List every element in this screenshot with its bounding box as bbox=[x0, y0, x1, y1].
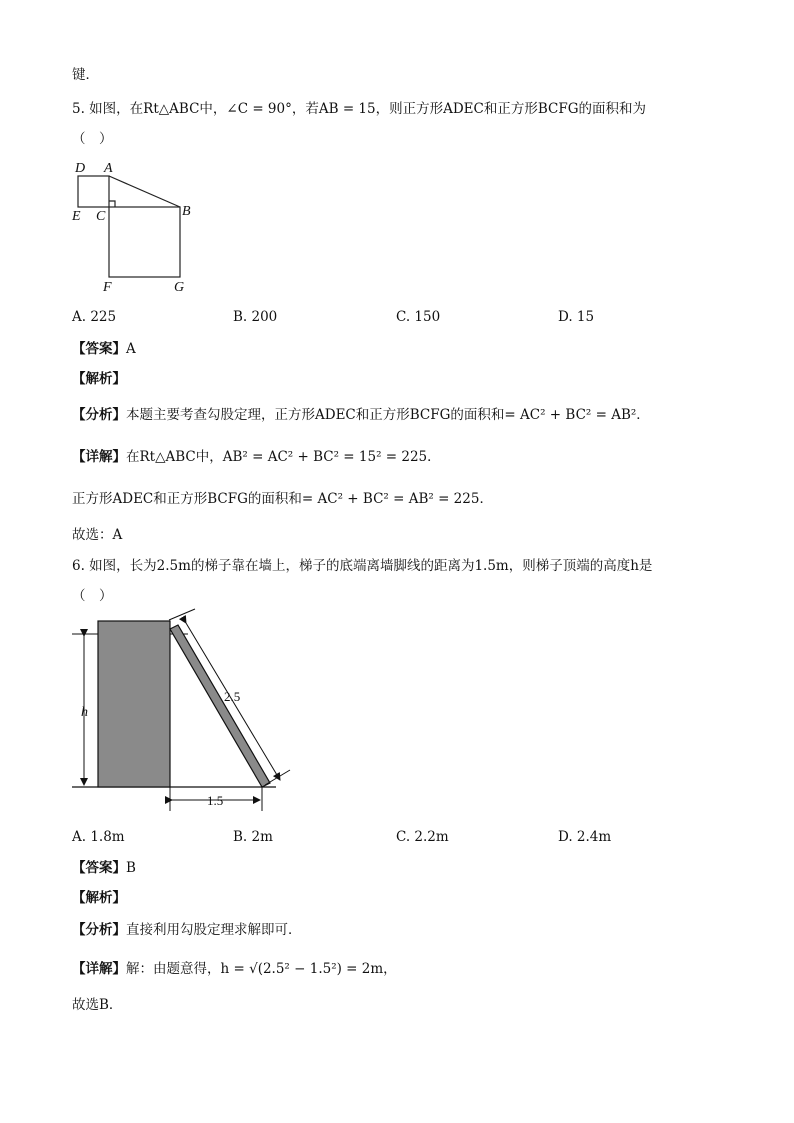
q6-jiexi-heading: 【解析】 bbox=[72, 890, 126, 906]
square-adec bbox=[78, 176, 109, 207]
fenxi-text: 本题主要考查勾股定理，正方形ADEC和正方形BCFG的面积和= AC² + BC² = AB²． bbox=[126, 407, 650, 423]
previous-question-fragment: 键． bbox=[72, 67, 99, 83]
q6-xiangjie bbox=[72, 960, 397, 978]
q5-xiangjie bbox=[72, 448, 441, 466]
xiangjie-text: 在Rt△ABC中，AB² = AC² + BC² = 15² = 225． bbox=[126, 449, 441, 465]
q5-answer bbox=[72, 340, 136, 358]
q5-figure bbox=[68, 158, 198, 298]
xiangjie-text: 解：由题意得，h = √(2.5² − 1.5²) = 2m， bbox=[126, 961, 397, 977]
q6-fenxi bbox=[72, 921, 302, 939]
q5-jiexi-heading: 【解析】 bbox=[72, 371, 126, 387]
label-b: B bbox=[182, 204, 191, 219]
fenxi-text: 直接利用勾股定理求解即可． bbox=[126, 922, 302, 938]
label-h: h bbox=[81, 705, 88, 720]
right-angle-mark bbox=[109, 201, 115, 207]
q6-stem: 6. 如图，长为2.5m的梯子靠在墙上，梯子的底端离墙脚线的距离为1.5m，则梯子顶端的高度h是 bbox=[72, 558, 653, 574]
fenxi-tag: 【分析】 bbox=[72, 407, 126, 423]
q5-conclusion: 正方形ADEC和正方形BCFG的面积和= AC² + BC² = AB² = 225． bbox=[72, 491, 493, 507]
q6-option-a: A. 1.8m bbox=[72, 829, 125, 845]
segment-ab bbox=[109, 176, 180, 207]
xiangjie-tag: 【详解】 bbox=[72, 449, 126, 465]
q5-option-c: C. 150 bbox=[396, 309, 441, 325]
label-e: E bbox=[72, 209, 81, 224]
answer-value: A bbox=[126, 341, 136, 357]
ladder-ext-bottom bbox=[265, 770, 290, 785]
q5-option-b: B. 200 bbox=[233, 309, 278, 325]
label-ladder-length: 2.5 bbox=[224, 689, 241, 704]
answer-tag: 【答案】 bbox=[72, 341, 126, 357]
q5-paren: （ ） bbox=[72, 131, 113, 147]
q6-choice: 故选B． bbox=[72, 997, 123, 1013]
label-f: F bbox=[103, 280, 112, 295]
q5-stem: 5. 如图，在Rt△ABC中，∠C = 90°，若AB = 15，则正方形ADEC和正方形BCFG的面积和为 bbox=[72, 101, 647, 117]
q5-choice: 故选：A bbox=[72, 527, 123, 543]
square-bcfg bbox=[109, 207, 180, 277]
q6-figure bbox=[68, 615, 308, 815]
q5-option-a: A. 225 bbox=[72, 309, 117, 325]
q5-option-d: D. 15 bbox=[558, 309, 595, 325]
answer-value: B bbox=[126, 860, 136, 876]
xiangjie-tag: 【详解】 bbox=[72, 961, 126, 977]
label-c: C bbox=[96, 209, 106, 224]
wall bbox=[98, 621, 170, 787]
ladder bbox=[170, 625, 270, 787]
answer-tag: 【答案】 bbox=[72, 860, 126, 876]
label-d: D bbox=[75, 161, 86, 176]
q5-fenxi bbox=[72, 406, 650, 424]
label-a: A bbox=[104, 161, 113, 176]
q6-option-d: D. 2.4m bbox=[558, 829, 612, 845]
ladder-ext-top bbox=[169, 609, 195, 620]
q6-answer bbox=[72, 859, 136, 877]
q6-option-c: C. 2.2m bbox=[396, 829, 449, 845]
label-g: G bbox=[174, 280, 185, 295]
fenxi-tag: 【分析】 bbox=[72, 922, 126, 938]
q6-option-b: B. 2m bbox=[233, 829, 273, 845]
q6-paren: （ ） bbox=[72, 588, 113, 604]
label-base-length: 1.5 bbox=[207, 793, 224, 808]
